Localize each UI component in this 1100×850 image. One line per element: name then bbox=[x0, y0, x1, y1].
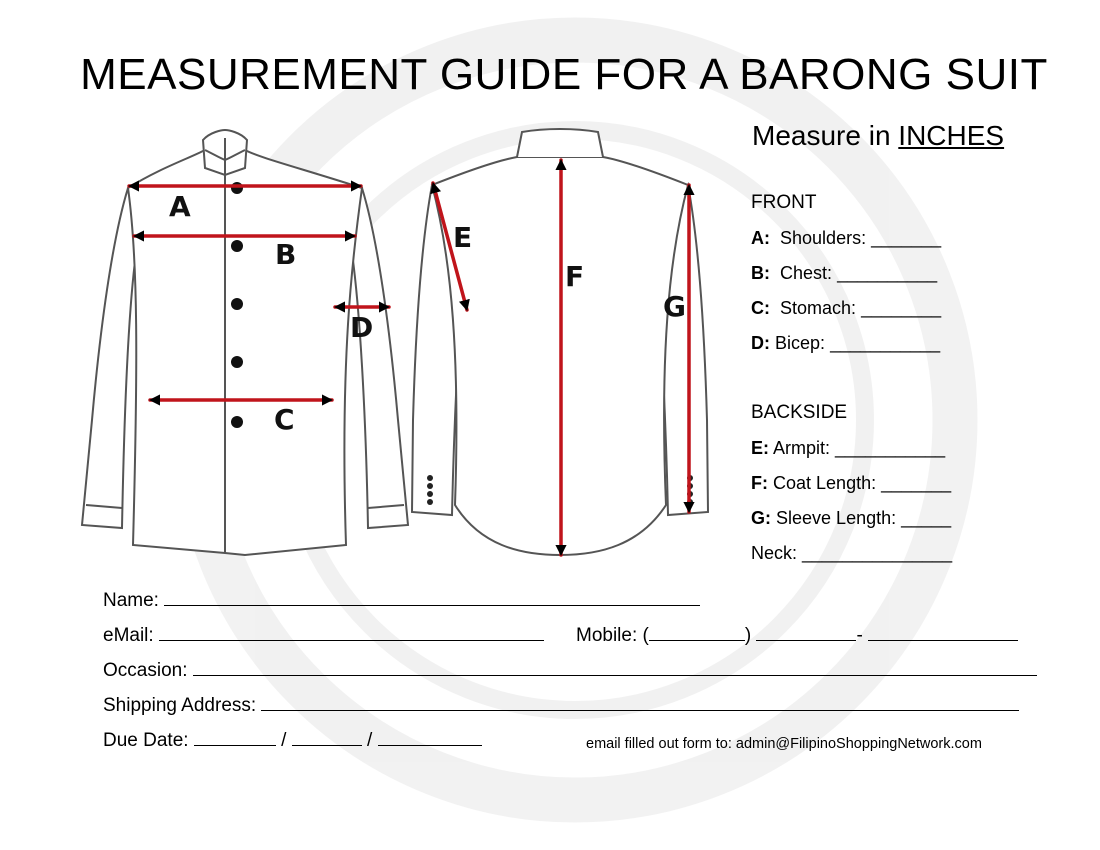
due-date-sep-2: / bbox=[366, 730, 373, 751]
item-key: D: bbox=[751, 333, 770, 353]
back-item-neck bbox=[751, 543, 952, 564]
item-blank[interactable]: _______________ bbox=[802, 543, 953, 563]
item-key: A: bbox=[751, 228, 770, 248]
name-field[interactable] bbox=[164, 587, 700, 606]
item-blank[interactable]: ________ bbox=[861, 298, 942, 318]
label-f: F bbox=[565, 260, 585, 293]
label-g: G bbox=[663, 290, 686, 323]
item-key: G: bbox=[751, 508, 771, 528]
item-blank[interactable]: __________ bbox=[837, 263, 938, 283]
due-date-day-field[interactable] bbox=[292, 727, 362, 746]
measure-prefix: Measure in bbox=[752, 120, 891, 151]
mobile-paren-open: ( bbox=[642, 625, 649, 646]
label-a: A bbox=[169, 190, 191, 223]
mobile-line-field[interactable] bbox=[868, 622, 1018, 641]
email-field[interactable] bbox=[159, 622, 544, 641]
form-name-row bbox=[103, 587, 700, 612]
item-label: Bicep: bbox=[775, 333, 826, 353]
back-item-coat-length bbox=[751, 473, 951, 494]
item-label: Coat Length: bbox=[773, 473, 877, 493]
item-blank[interactable]: ___________ bbox=[830, 333, 941, 353]
mobile-paren-close: ) bbox=[744, 625, 752, 646]
item-blank[interactable]: ___________ bbox=[835, 438, 946, 458]
item-key: B: bbox=[751, 263, 770, 283]
label-d: D bbox=[350, 311, 374, 344]
item-label: Stomach: bbox=[780, 298, 857, 318]
front-item-shoulders bbox=[751, 228, 941, 249]
form-occasion-row bbox=[103, 657, 1037, 682]
mobile-prefix-field[interactable] bbox=[756, 622, 856, 641]
page-title: MEASUREMENT GUIDE FOR A BARONG SUIT bbox=[80, 50, 1048, 99]
back-item-sleeve-length bbox=[751, 508, 951, 529]
mobile-label: Mobile: bbox=[576, 625, 638, 646]
item-label: Shoulders: bbox=[780, 228, 867, 248]
item-key: F: bbox=[751, 473, 768, 493]
email-instructions: email filled out form to: admin@FilipinoShoppingNetwork.com bbox=[586, 736, 982, 752]
front-item-bicep bbox=[751, 333, 940, 354]
item-label: Neck: bbox=[751, 543, 798, 563]
form-mobile-row bbox=[576, 622, 1018, 647]
email-label: eMail: bbox=[103, 625, 154, 646]
mobile-area-code-field[interactable] bbox=[649, 622, 745, 641]
occasion-label: Occasion: bbox=[103, 660, 188, 681]
due-date-year-field[interactable] bbox=[378, 727, 482, 746]
shipping-address-field[interactable] bbox=[261, 692, 1019, 711]
back-item-armpit bbox=[751, 438, 945, 459]
item-label: Sleeve Length: bbox=[776, 508, 897, 528]
form-email-row bbox=[103, 622, 544, 647]
measure-unit: INCHES bbox=[898, 120, 1005, 151]
occasion-field[interactable] bbox=[193, 657, 1037, 676]
item-label: Chest: bbox=[780, 263, 833, 283]
front-item-stomach bbox=[751, 298, 941, 319]
due-date-month-field[interactable] bbox=[194, 727, 276, 746]
name-label: Name: bbox=[103, 590, 159, 611]
due-date-sep-1: / bbox=[281, 730, 287, 751]
label-e: E bbox=[453, 221, 473, 254]
form-due-date-row bbox=[103, 727, 482, 752]
label-c: C bbox=[274, 403, 295, 436]
mobile-dash: - bbox=[856, 625, 863, 646]
label-b: B bbox=[275, 238, 297, 271]
item-blank[interactable]: _______ bbox=[881, 473, 952, 493]
item-key: E: bbox=[751, 438, 769, 458]
due-date-label: Due Date: bbox=[103, 730, 189, 751]
measure-units-header bbox=[752, 120, 1004, 152]
back-heading: BACKSIDE bbox=[751, 402, 848, 423]
item-blank[interactable]: _______ bbox=[871, 228, 942, 248]
front-heading: FRONT bbox=[751, 192, 817, 213]
form-address-row bbox=[103, 692, 1019, 717]
item-blank[interactable]: _____ bbox=[901, 508, 952, 528]
shipping-address-label: Shipping Address: bbox=[103, 695, 257, 716]
item-key: C: bbox=[751, 298, 770, 318]
front-item-chest bbox=[751, 263, 937, 284]
item-label: Armpit: bbox=[773, 438, 831, 458]
